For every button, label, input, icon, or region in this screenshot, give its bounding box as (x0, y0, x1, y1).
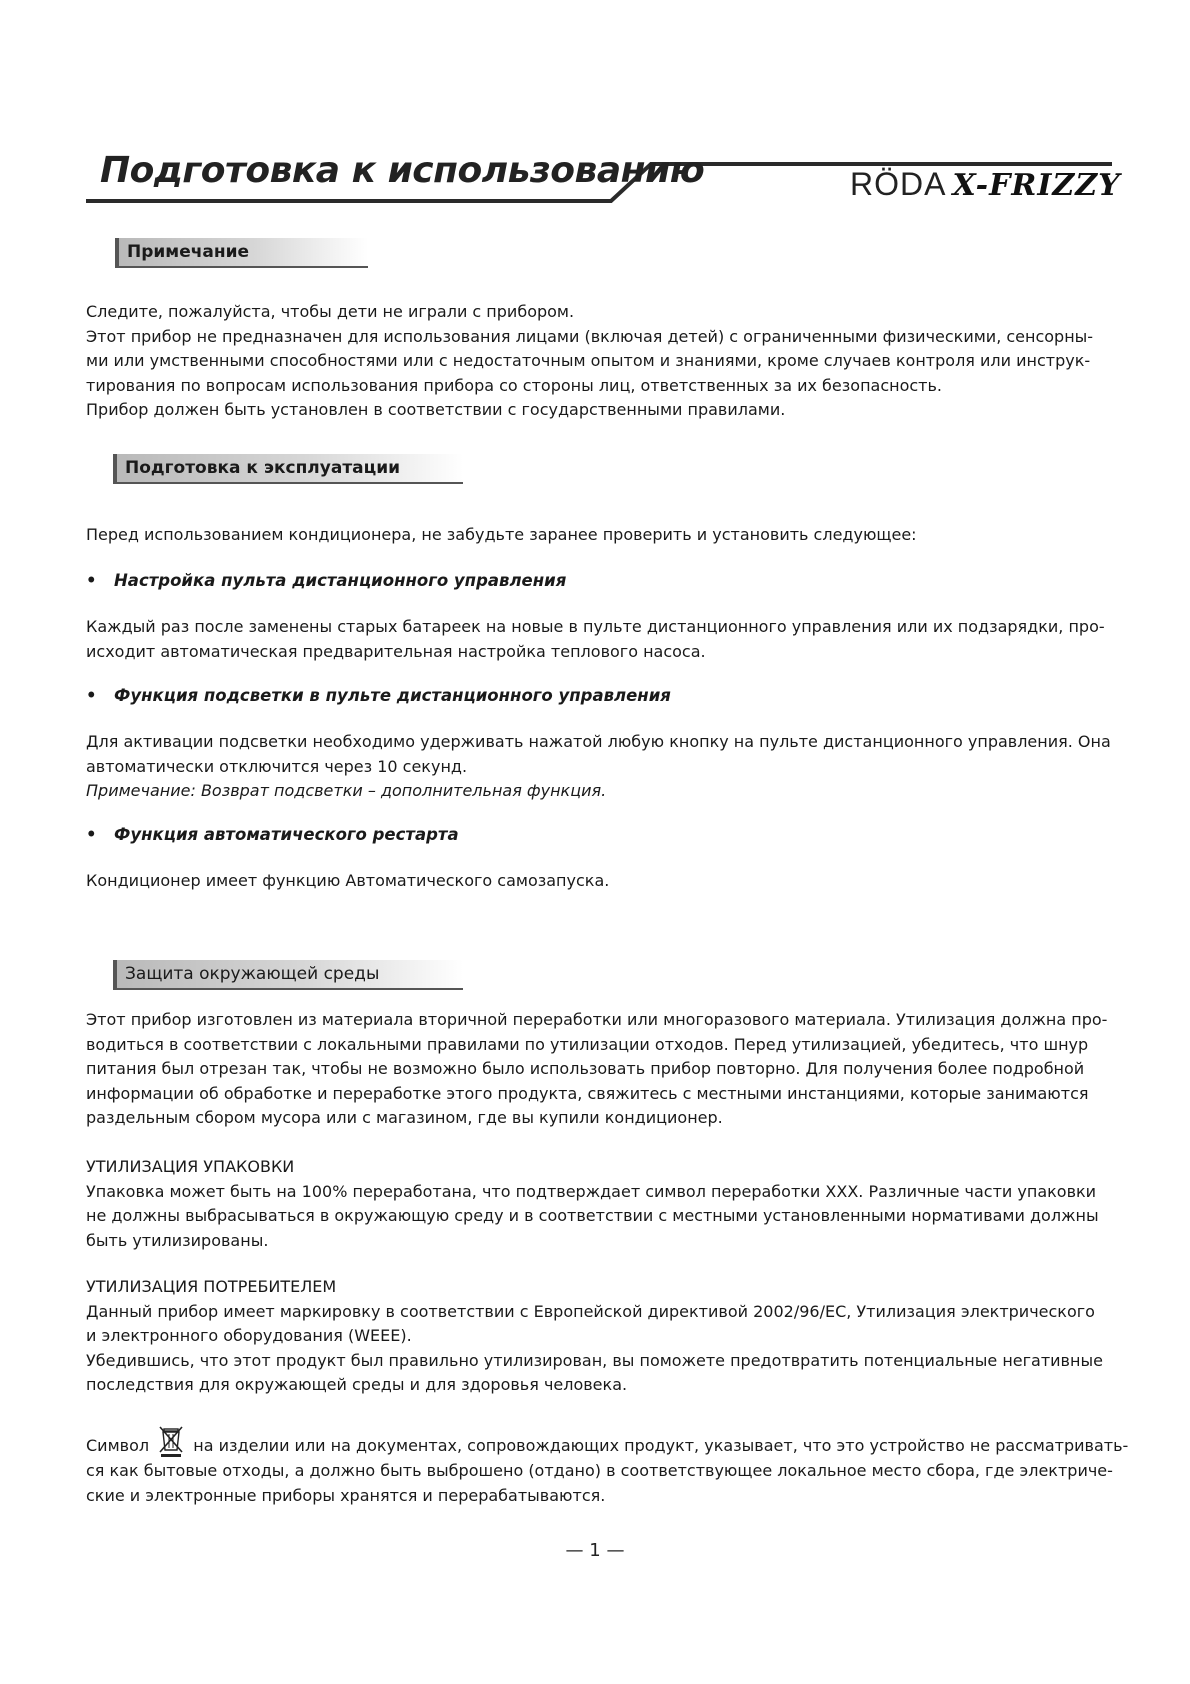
brand-logo (850, 166, 1121, 203)
bullet-remote-setup (86, 571, 566, 590)
page-number: — 1 — (565, 1540, 625, 1561)
environment-paragraph (86, 1008, 1106, 1131)
text-line: последствия для окружающей среды и для здоровья человека. (86, 1375, 628, 1394)
bullet-auto-restart (86, 825, 459, 844)
text-line: быть утилизированы. (86, 1230, 269, 1250)
text-line: Этот прибор не предназначен для использования лицами (включая детей) с ограниченными физическими, сенсорны- (86, 326, 1094, 346)
text-line: Перед использованием кондиционера, не забудьте заранее проверить и установить следующее: (86, 525, 917, 544)
text-line: информации об обработке и переработке этого продукта, свяжитесь с местными инстанциями, которые занимаются (86, 1083, 1089, 1103)
text-line: ские и электронные приборы хранятся и перерабатываются. (86, 1485, 606, 1505)
bullet-dot: • (86, 571, 97, 590)
text-fragment: Символ (86, 1436, 150, 1455)
text-line: автоматически отключится через 10 секунд. (86, 756, 468, 776)
bullet-title: Функция подсветки в пульте дистанционного управления (114, 686, 671, 705)
prep-intro (86, 523, 1106, 548)
bullet-dot: • (86, 686, 97, 705)
section-heading-preparation: Подготовка к эксплуатации (113, 454, 463, 484)
text-line: и электронного оборудования (WEEE). (86, 1326, 412, 1345)
bullet-title: Функция автоматического рестарта (114, 825, 459, 844)
weee-crossed-bin-icon (158, 1425, 184, 1459)
bullet-backlight (86, 686, 671, 705)
backlight-paragraph (86, 730, 1111, 804)
text-line: питания был отрезан так, чтобы не возможно было использовать прибор повторно. Для получения более подробной (86, 1059, 1085, 1078)
symbol-paragraph (86, 1425, 1129, 1508)
section-heading-note: Примечание (115, 238, 368, 268)
symbol-line (86, 1425, 1129, 1459)
text-line: ся как бытовые отходы, а должно быть выброшено (отдано) в соответствующее локальное место сбора, где электриче- (86, 1461, 1113, 1480)
text-line: Следите, пожалуйста, чтобы дети не играли с прибором. (86, 302, 575, 321)
text-line: Убедившись, что этот продукт был правильно утилизирован, вы поможете предотвратить потенциальные негативные (86, 1350, 1103, 1370)
note-paragraph (86, 300, 1106, 423)
text-fragment: на изделии или на документах, сопровождающих продукт, указывает, что это устройство не рассматривать- (193, 1436, 1129, 1455)
subheading: УТИЛИЗАЦИЯ УПАКОВКИ (86, 1157, 295, 1176)
section-heading-environment: Защита окружающей среды (113, 960, 463, 990)
remote-setup-paragraph (86, 615, 1106, 664)
text-line: исходит автоматическая предварительная настройка теплового насоса. (86, 641, 706, 661)
text-line: не должны выбрасываться в окружающую среду и в соответствии с местными установленными нормативами должны (86, 1206, 1099, 1225)
packaging-paragraph (86, 1155, 1106, 1253)
page-title: Подготовка к использованию (100, 150, 705, 191)
text-line: ми или умственными способностями или с недостаточным опытом и знаниями, кроме случаев контроля или инструк- (86, 351, 1091, 370)
brand-name: RÖDA (850, 166, 947, 202)
bullet-dot: • (86, 825, 97, 844)
consumer-paragraph (86, 1275, 1106, 1398)
text-line: водиться в соответствии с локальными правилами по утилизации отходов. Перед утилизацией, убедитесь, что шнур (86, 1034, 1089, 1054)
bullet-title: Настройка пульта дистанционного управления (114, 571, 567, 590)
text-line: Кондиционер имеет функцию Автоматического самозапуска. (86, 871, 610, 890)
text-line: Данный прибор имеет маркировку в соответствии с Европейской директивой 2002/96/ЕС, Утилизация электрического (86, 1301, 1095, 1321)
text-line: Прибор должен быть установлен в соответствии с государственными правилами. (86, 400, 786, 419)
auto-restart-paragraph (86, 869, 1106, 894)
note-line: Примечание: Возврат подсветки – дополнительная функция. (86, 781, 607, 800)
text-line: раздельным сбором мусора или с магазином, где вы купили кондиционер. (86, 1108, 723, 1127)
text-line: Упаковка может быть на 100% переработана, что подтверждает символ переработки XXX. Различные части упаковки (86, 1181, 1097, 1201)
text-line: тирования по вопросам использования прибора со стороны лиц, ответственных за их безопасность. (86, 375, 943, 395)
text-line: Для активации подсветки необходимо удерживать нажатой любую кнопку на пульте дистанционного управления. Она (86, 732, 1111, 751)
model-name: X-FRIZZY (952, 168, 1121, 203)
subheading: УТИЛИЗАЦИЯ ПОТРЕБИТЕЛЕМ (86, 1277, 337, 1296)
text-line: Этот прибор изготовлен из материала вторичной переработки или многоразового материала. Утилизация должна про- (86, 1010, 1108, 1029)
text-line: Каждый раз после заменены старых батареек на новые в пульте дистанционного управления или их подзарядки, про- (86, 617, 1105, 636)
